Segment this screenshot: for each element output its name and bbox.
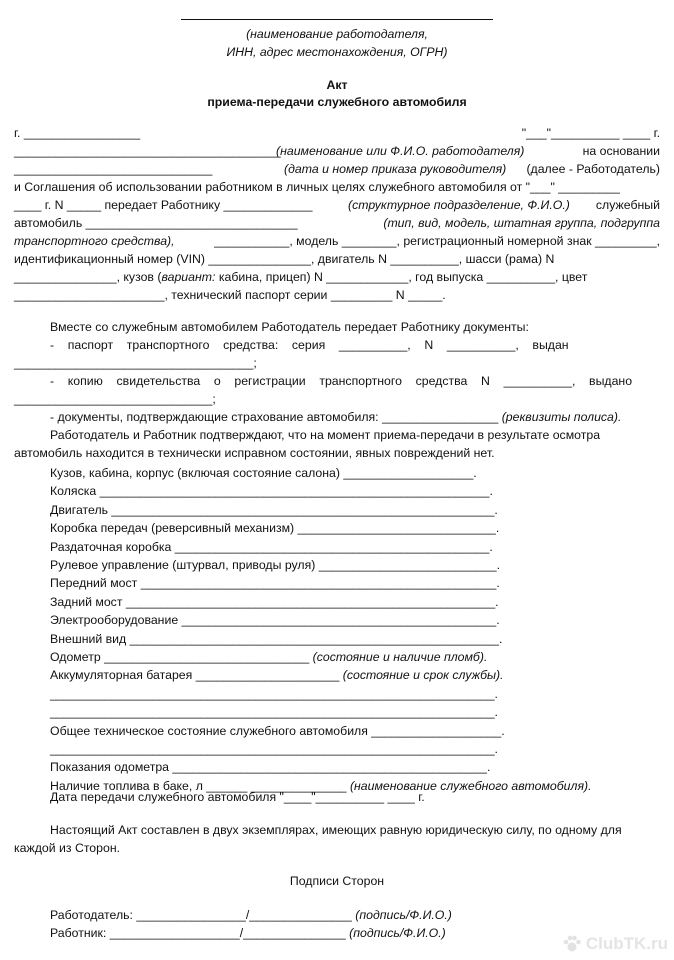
inspection-row [50, 704, 498, 720]
watermark [562, 934, 668, 954]
employer-signature-field: Работодатель: ________________/_______________ [50, 908, 352, 922]
inspection-row [50, 557, 500, 573]
body-year-color: кабина, прицеп) N ____________, год выпуска __________, цвет [218, 270, 588, 284]
inspection-row [50, 465, 477, 481]
inspection-item-text: _________________________________________________________________. [50, 705, 498, 720]
employer-name-line [181, 19, 493, 20]
inspection-row [50, 649, 487, 665]
employee-signature-field: Работник: ___________________/_______________ [50, 926, 346, 940]
inspection-row [50, 612, 500, 628]
watermark-text: ClubTK.ru [585, 934, 668, 953]
inspection-item-text: Коробка передач (реверсивный механизм) _____________________________. [50, 521, 500, 536]
inspection-row [50, 723, 505, 739]
confirm-line-2: автомобиль находится в технически исправном состоянии, явных повреждений нет. [14, 446, 495, 460]
registration-line: - копию свидетельства о регистрации транспортного средства N __________, выдано [50, 374, 633, 388]
inspection-item-note: (наименование служебного автомобиля). [349, 778, 592, 793]
inspection-item-text: Двигатель ________________________________________________________. [50, 502, 498, 517]
inspection-row [50, 759, 490, 775]
registration-cont: _____________________________; [14, 392, 216, 406]
inspection-item-text: Коляска _________________________________________________________. [50, 484, 493, 499]
employer-caption-1: (наименование работодателя, [246, 27, 428, 41]
agreement-line: и Соглашения об использовании работником в личных целях служебного автомобиля от "___" _________ [14, 180, 620, 194]
inspection-item-text: Наличие топлива в баке, л ______ ______________ [50, 778, 347, 793]
inspection-row [50, 520, 499, 536]
employer-signature-caption: (подпись/Ф.И.О.) [355, 908, 452, 922]
employer-alias: (далее - Работодатель) [526, 162, 660, 176]
inspection-item-text: Рулевое управление (штурвал, приводы руля) __________________________. [50, 558, 500, 572]
inspection-row [50, 483, 493, 499]
inspection-item-text: Показания одометра ______________________________________________. [50, 760, 491, 775]
documents-lead: Вместе со служебным автомобилем Работодатель передает Работнику документы: [50, 320, 529, 334]
inspection-item-text: Раздаточная коробка ______________________________________________. [50, 539, 493, 554]
paw-icon [562, 934, 582, 954]
employer-name-caption: (наименование или Ф.И.О. работодателя) [276, 144, 525, 158]
vehicle-type-caption: (тип, вид, модель, штатная группа, подгруппа [383, 216, 660, 230]
employer-name-field: _______________________________________ [14, 144, 281, 158]
doc-title: Акт [326, 78, 348, 92]
body-line [14, 269, 587, 285]
passport-line: - паспорт транспортного средства: серия __________, N __________, выдан [50, 338, 569, 352]
tech-passport-line: ______________________, технический паспорт серии _________ N _____. [14, 288, 446, 302]
inspection-item-text: Внешний вид ______________________________________________________. [50, 631, 503, 646]
employee-caption: (структурное подразделение, Ф.И.О.) [348, 198, 570, 212]
employee-signature [50, 925, 446, 941]
employee-signature-caption: (подпись/Ф.И.О.) [349, 926, 446, 940]
transfer-line: ____ г. N _____ передает Работнику _____________ [14, 198, 313, 212]
signatures-heading: Подписи Сторон [289, 874, 385, 888]
vehicle-field: автомобиль _______________________________ [14, 216, 298, 230]
closing-line-2: каждой из Сторон. [14, 841, 121, 855]
model-plate-line: ___________, модель ________, регистрационный номерной знак _________, [214, 234, 660, 248]
inspection-row [50, 502, 498, 518]
inspection-row [50, 575, 500, 591]
vehicle-type-caption-cont: транспортного средства), [14, 234, 175, 248]
inspection-item-text: _________________________________________________________________. [50, 686, 498, 701]
inspection-item-text: Кузов, кабина, корпус (включая состояние салона) ___________________. [50, 466, 477, 480]
vin-engine-line: идентификационный номер (VIN) _______________, двигатель N __________, шасси (рама) N [14, 252, 555, 266]
inspection-item-text: Общее техническое состояние служебного автомобиля ___________________. [50, 723, 505, 738]
doc-subtitle: приема-передачи служебного автомобиля [207, 95, 467, 109]
insurance-line [50, 409, 621, 425]
inspection-item-text: Одометр ______________________________ [50, 650, 310, 664]
inspection-item-text: Аккумуляторная батарея _____________________ [50, 668, 340, 683]
date-field: "___"__________ ____ г. [521, 126, 660, 140]
inspection-row [50, 594, 499, 610]
employer-caption-2: ИНН, адрес местонахождения, ОГРН) [226, 45, 448, 59]
basis-text: на основании [582, 144, 660, 158]
inspection-item-text: Электрооборудование ______________________________________________. [50, 613, 500, 628]
inspection-item-note: (состояние и срок службы). [342, 668, 504, 683]
transfer-date-line: Дата передачи служебного автомобиля "____"__________ ____ г. [50, 790, 425, 804]
insurance-caption: (реквизиты полиса). [501, 410, 622, 424]
inspection-item-note: (состояние и наличие пломб). [312, 650, 488, 664]
insurance-field: - документы, подтверждающие страхование автомобиля: _________________ [50, 410, 499, 424]
order-caption: (дата и номер приказа руководителя) [284, 162, 507, 176]
chassis-field: _______________, кузов ( [14, 270, 162, 284]
inspection-row [50, 667, 504, 683]
inspection-item-text: Задний мост ______________________________________________________. [50, 594, 499, 609]
inspection-item-text: Передний мост ____________________________________________________. [50, 576, 500, 591]
inspection-item-text: _________________________________________________________________. [50, 742, 498, 756]
passport-cont: ___________________________________; [14, 356, 257, 370]
city-field: г. _________________ [14, 126, 141, 140]
inspection-row [50, 539, 493, 555]
inspection-row [50, 631, 502, 647]
variant-label: вариант: [161, 270, 216, 284]
order-field: _____________________________ [14, 162, 213, 176]
vehicle-word: служебный [595, 198, 660, 212]
inspection-row [50, 686, 498, 702]
closing-line-1: Настоящий Акт составлен в двух экземплярах, имеющих равную юридическую силу, по одному для [50, 823, 622, 837]
inspection-row [50, 741, 498, 757]
employer-signature [50, 907, 452, 923]
confirm-line-1: Работодатель и Работник подтверждают, что на момент приема-передачи в результате осмотра [50, 428, 601, 442]
